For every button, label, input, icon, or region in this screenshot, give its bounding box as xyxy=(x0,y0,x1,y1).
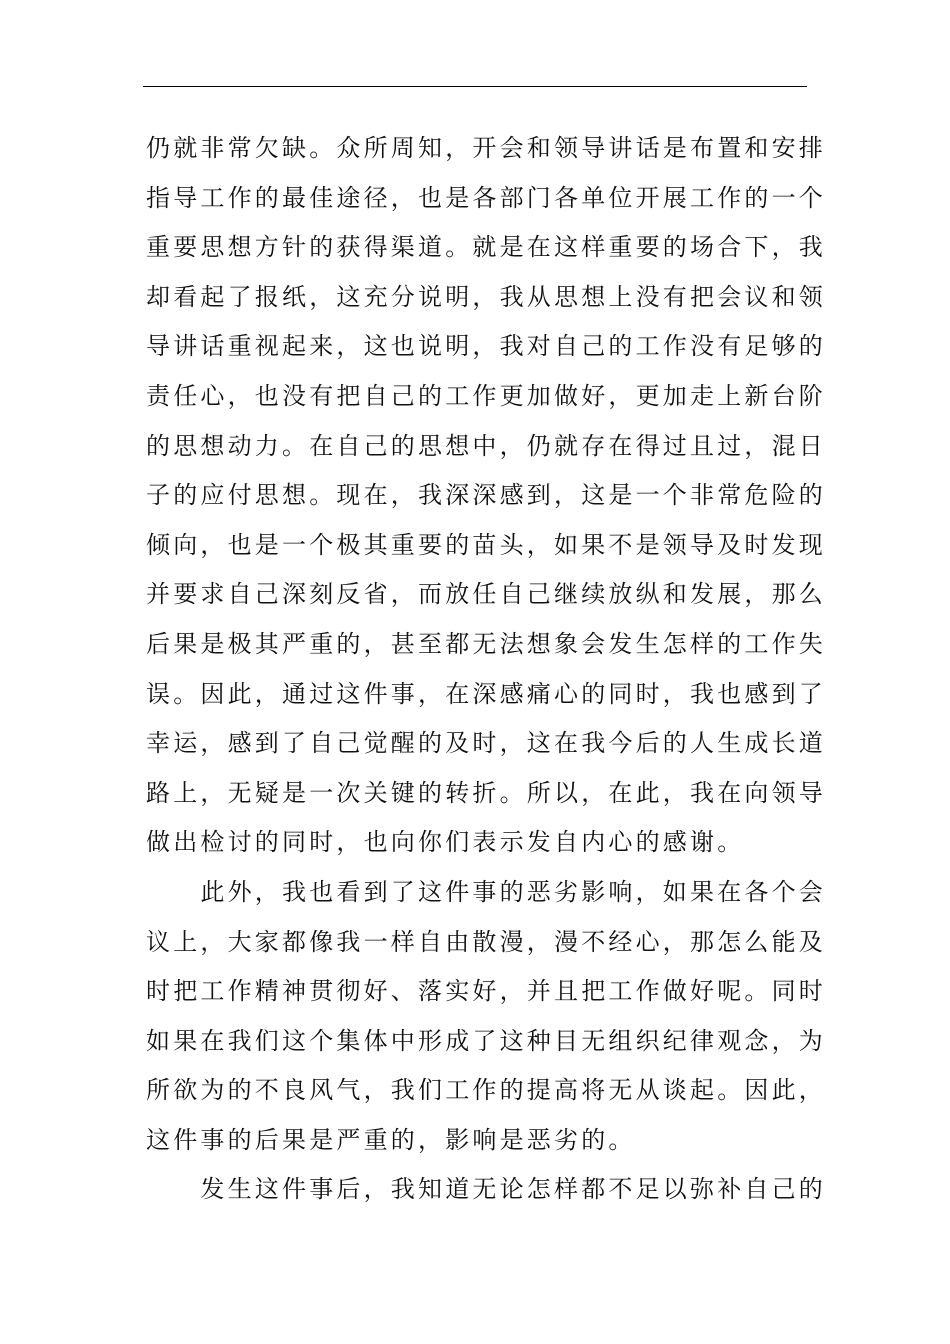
text-line: 的思想动力。在自己的思想中，仍就存在得过且过，混日 xyxy=(146,431,826,460)
text-line: 子的应付思想。现在，我深深感到，这是一个非常危险的 xyxy=(146,481,826,510)
text-line: 误。因此，通过这件事，在深感痛心的同时，我也感到了 xyxy=(146,679,826,708)
text-line: 导讲话重视起来，这也说明，我对自己的工作没有足够的 xyxy=(146,332,826,361)
text-line: 倾向，也是一个极其重要的苗头，如果不是领导及时发现 xyxy=(146,530,826,559)
text-line: 幸运，感到了自己觉醒的及时，这在我今后的人生成长道 xyxy=(146,729,826,758)
text-line: 议上，大家都像我一样自由散漫，漫不经心，那怎么能及 xyxy=(146,927,826,956)
text-line: 责任心，也没有把自己的工作更加做好，更加走上新台阶 xyxy=(146,381,826,410)
text-line: 仍就非常欠缺。众所周知，开会和领导讲话是布置和安排 xyxy=(146,134,826,162)
text-line: 做出检讨的同时，也向你们表示发自内心的感谢。 xyxy=(146,828,745,857)
text-line: 路上，无疑是一次关键的转折。所以，在此，我在向领导 xyxy=(146,778,826,807)
document-body xyxy=(146,124,826,1215)
text-line: 却看起了报纸，这充分说明，我从思想上没有把会议和领 xyxy=(146,282,826,311)
text-line: 并要求自己深刻反省，而放任自己继续放纵和发展，那么 xyxy=(146,580,826,609)
text-line: 发生这件事后，我知道无论怎样都不足以弥补自己的 xyxy=(146,1175,826,1204)
text-line: 重要思想方针的获得渠道。就是在这样重要的场合下，我 xyxy=(146,233,826,262)
text-line: 这件事的后果是严重的，影响是恶劣的。 xyxy=(146,1125,636,1154)
text-line: 所欲为的不良风气，我们工作的提高将无从谈起。因此， xyxy=(146,1076,826,1105)
text-line: 此外，我也看到了这件事的恶劣影响，如果在各个会 xyxy=(146,877,826,906)
text-line: 时把工作精神贯彻好、落实好，并且把工作做好呢。同时 xyxy=(146,977,826,1006)
text-line: 后果是极其严重的，甚至都无法想象会发生怎样的工作失 xyxy=(146,629,826,658)
text-line: 如果在我们这个集体中形成了这种目无组织纪律观念，为 xyxy=(146,1026,826,1055)
text-line: 指导工作的最佳途径，也是各部门各单位开展工作的一个 xyxy=(146,183,826,212)
header-rule xyxy=(143,86,807,87)
